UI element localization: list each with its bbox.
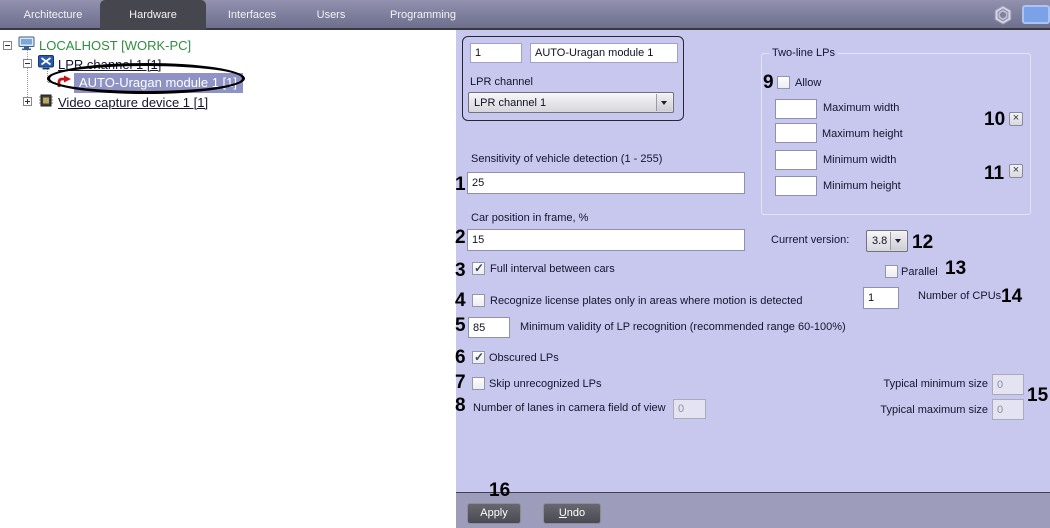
- x-button-upper[interactable]: ×: [1009, 112, 1023, 126]
- tree-item-video-device[interactable]: Video capture device 1 [1]: [58, 95, 209, 110]
- apply-button[interactable]: Apply: [467, 503, 521, 524]
- lpr-channel-label: LPR channel: [470, 76, 533, 88]
- typical-min-field[interactable]: [992, 374, 1024, 395]
- gear-icon[interactable]: [992, 4, 1014, 26]
- car-position-label: Car position in frame, %: [471, 212, 589, 224]
- undo-accelerator: U: [558, 507, 567, 519]
- annotation-16: 16: [489, 480, 511, 501]
- annotation-4: 4: [455, 290, 466, 311]
- skip-unrecognized-label: Skip unrecognized LPs: [489, 378, 602, 390]
- cpus-field[interactable]: [863, 287, 899, 309]
- annotation-2: 2: [455, 227, 466, 248]
- tab-programming[interactable]: Programming: [389, 9, 457, 21]
- parallel-label: Parallel: [901, 266, 938, 278]
- annotation-9: 9: [763, 72, 774, 93]
- max-width-label: Maximum width: [823, 102, 900, 114]
- annotation-6: 6: [455, 347, 466, 368]
- module-name-field[interactable]: [530, 43, 678, 63]
- annotation-7: 7: [455, 372, 466, 393]
- min-width-label: Minimum width: [823, 154, 897, 166]
- annotation-10: 10: [984, 109, 1006, 130]
- parallel-checkbox[interactable]: [885, 265, 898, 278]
- panel-divider: [456, 492, 1050, 493]
- lanes-label: Number of lanes in camera field of view: [473, 402, 666, 414]
- two-line-lps-title: Two-line LPs: [769, 47, 838, 60]
- tab-users[interactable]: Users: [316, 9, 346, 21]
- current-version-label: Current version:: [771, 234, 850, 246]
- annotation-13: 13: [945, 258, 967, 279]
- tree-item-uragan-module[interactable]: AUTO-Uragan module 1 [1]: [74, 73, 243, 93]
- tab-architecture[interactable]: Architecture: [23, 9, 83, 21]
- typical-max-label: Typical maximum size: [880, 404, 988, 416]
- allow-checkbox[interactable]: [777, 76, 790, 89]
- module-id-field[interactable]: [470, 43, 522, 63]
- sensitivity-field[interactable]: [467, 172, 745, 194]
- min-height-label: Minimum height: [823, 180, 901, 192]
- recognize-motion-checkbox[interactable]: [472, 294, 485, 307]
- typical-max-field[interactable]: [992, 399, 1024, 420]
- annotation-ellipse: [47, 63, 245, 94]
- version-selected-value: 3.8: [872, 235, 888, 247]
- tab-interfaces[interactable]: Interfaces: [227, 9, 277, 21]
- min-width-field[interactable]: [775, 150, 817, 170]
- expand-toggle-video-device[interactable]: [23, 97, 32, 106]
- full-interval-checkbox[interactable]: [472, 262, 485, 275]
- computer-icon: [18, 36, 35, 56]
- allow-label: Allow: [795, 77, 822, 89]
- settings-panel: [456, 30, 1050, 528]
- annotation-1: 1: [455, 174, 466, 195]
- lpr-channel-select[interactable]: [468, 92, 674, 113]
- chip-icon: [38, 93, 54, 113]
- menu-bar: [0, 0, 1050, 30]
- tree-item-localhost[interactable]: LOCALHOST [WORK-PC]: [39, 38, 192, 53]
- tab-hardware[interactable]: Hardware: [100, 0, 206, 30]
- annotation-11: 11: [984, 163, 1005, 184]
- sensitivity-label: Sensitivity of vehicle detection (1 - 255): [471, 153, 663, 165]
- recognize-motion-label: Recognize license plates only in areas where motion is detected: [490, 295, 803, 307]
- max-width-field[interactable]: [775, 99, 817, 119]
- annotation-8: 8: [455, 395, 466, 416]
- chevron-down-icon[interactable]: [890, 232, 906, 250]
- skip-unrecognized-checkbox[interactable]: [472, 377, 485, 390]
- min-validity-label: Minimum validity of LP recognition (recommended range 60-100%): [520, 321, 846, 333]
- tree-item-lpr-channel[interactable]: LPR channel 1 [1]: [58, 57, 162, 72]
- topbar-blue-button[interactable]: [1022, 5, 1050, 24]
- collapse-toggle-lpr-channel[interactable]: [23, 59, 32, 68]
- car-position-field[interactable]: [467, 229, 745, 251]
- max-height-field[interactable]: [775, 123, 817, 143]
- full-interval-label: Full interval between cars: [490, 263, 615, 275]
- min-validity-field[interactable]: [468, 317, 510, 338]
- chevron-down-icon[interactable]: [656, 94, 672, 111]
- lpr-channel-selected-value: LPR channel 1: [474, 96, 547, 109]
- tree-connector: [27, 50, 28, 101]
- min-height-field[interactable]: [775, 176, 817, 196]
- object-tree: [0, 30, 456, 528]
- cpus-label: Number of CPUs: [918, 290, 1002, 302]
- version-select[interactable]: [866, 230, 908, 252]
- annotation-14: 14: [1001, 286, 1023, 307]
- annotation-15: 15: [1027, 385, 1049, 406]
- lpr-channel-icon: [38, 55, 54, 75]
- annotation-3: 3: [455, 260, 466, 281]
- obscured-lps-checkbox[interactable]: [472, 351, 485, 364]
- annotation-5: 5: [455, 315, 466, 336]
- undo-label-rest: ndo: [566, 507, 586, 519]
- collapse-toggle-localhost[interactable]: [3, 41, 12, 50]
- lanes-field[interactable]: [673, 399, 706, 419]
- obscured-lps-label: Obscured LPs: [489, 352, 559, 364]
- x-button-lower[interactable]: ×: [1009, 164, 1023, 178]
- undo-button[interactable]: [543, 503, 601, 524]
- annotation-12: 12: [912, 232, 934, 253]
- typical-min-label: Typical minimum size: [883, 378, 988, 390]
- max-height-label: Maximum height: [822, 128, 903, 140]
